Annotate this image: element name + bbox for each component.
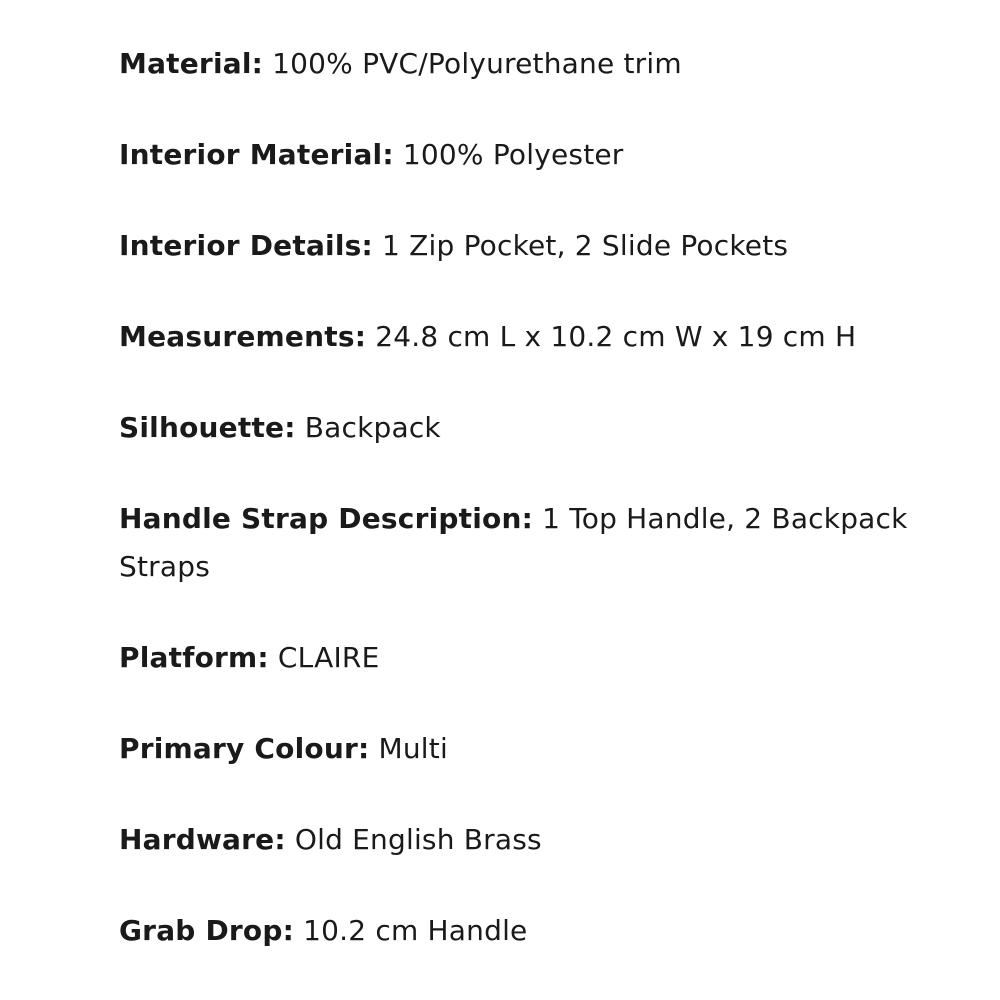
spec-value: Backpack [304,411,441,444]
spec-value: 1 Top Handle, 2 Backpack Straps [119,502,908,583]
spec-value: CLAIRE [277,641,380,674]
spec-primary-colour [119,725,959,773]
spec-label: Interior Material: [119,138,394,171]
spec-label: Interior Details: [119,229,373,262]
spec-label: Material: [119,47,264,80]
spec-platform [119,634,959,682]
spec-value: 1 Zip Pocket, 2 Slide Pockets [382,229,789,262]
spec-value: 10.2 cm Handle [303,914,528,947]
spec-value: Multi [378,732,448,765]
spec-value: 100% PVC/Polyurethane trim [272,47,682,80]
spec-label: Platform: [119,641,269,674]
spec-label: Hardware: [119,823,286,856]
product-specs-list [119,40,959,998]
spec-hardware [119,816,959,864]
spec-grab-drop [119,907,959,955]
spec-label: Silhouette: [119,411,296,444]
spec-interior-material [119,131,959,179]
spec-silhouette [119,404,959,452]
spec-handle-strap-description [119,495,959,591]
spec-interior-details [119,222,959,270]
spec-value: 100% Polyester [402,138,624,171]
spec-value: 24.8 cm L x 10.2 cm W x 19 cm H [375,320,857,353]
spec-value: Old English Brass [294,823,542,856]
spec-label: Measurements: [119,320,367,353]
spec-material [119,40,959,88]
spec-label: Grab Drop: [119,914,295,947]
spec-label: Handle Strap Description: [119,502,533,535]
spec-measurements [119,313,959,361]
spec-label: Primary Colour: [119,732,370,765]
